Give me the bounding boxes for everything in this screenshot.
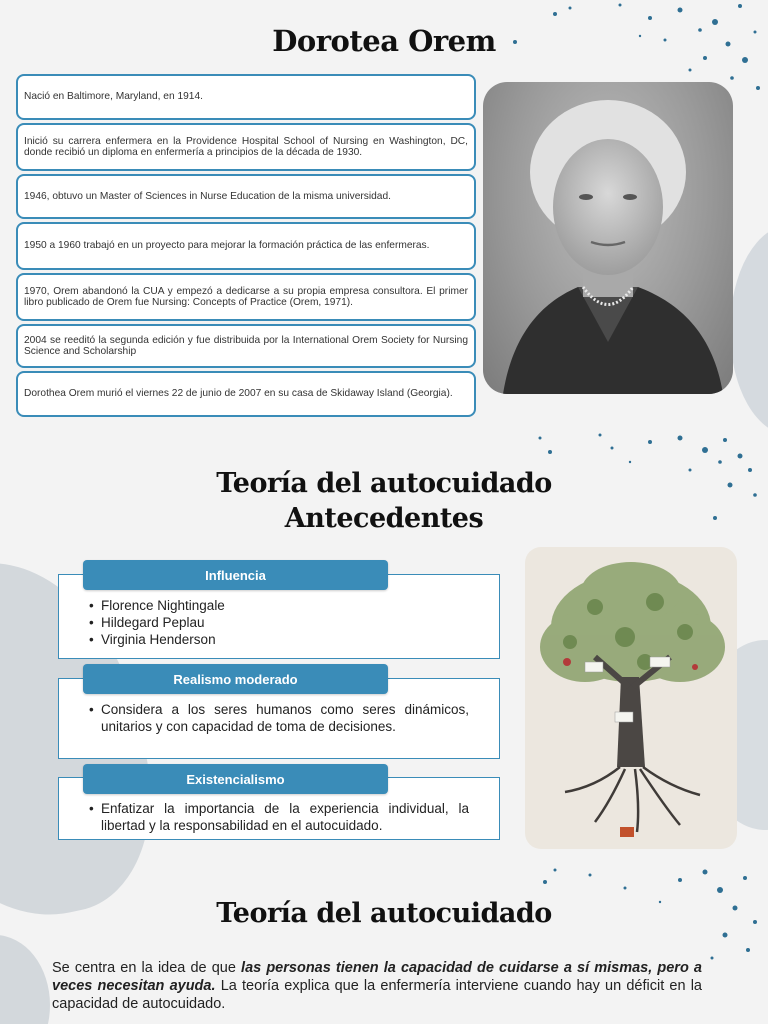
biography-list	[16, 74, 476, 420]
text-emphasis: las personas tienen la capacidad de cuidarse a sí mismas, pero a veces necesitan ayuda.	[52, 960, 702, 994]
list-item: • Enfatizar la importancia de la experiencia individual, la libertad y la responsabilidad en el autocuidado.	[89, 800, 469, 834]
biography-item: Inició su carrera enfermera en la Providence Hospital School of Nursing en Washington, DC, donde recibió un diploma en enfermería a principios de la década de 1930.	[16, 123, 476, 171]
list-item: • Florence Nightingale	[89, 597, 489, 614]
realismo-list	[89, 701, 469, 735]
list-item: • Virginia Henderson	[89, 631, 489, 648]
decorative-blob	[730, 225, 768, 435]
section-title-teoria: Teoría del autocuidado	[216, 898, 552, 929]
biography-item: Dorothea Orem murió el viernes 22 de junio de 2007 en su casa de Skidaway Island (Georgia).	[16, 371, 476, 417]
title-line: Teoría del autocuidado	[216, 468, 552, 499]
teoria-description	[52, 959, 702, 1013]
section-title-antecedentes	[0, 466, 768, 536]
realismo-header: Realismo moderado	[83, 664, 388, 694]
page-title: Dorotea Orem	[272, 24, 496, 58]
biography-item: Nació en Baltimore, Maryland, en 1914.	[16, 74, 476, 120]
portrait-photo	[483, 82, 733, 394]
list-item: • Hildegard Peplau	[89, 614, 489, 631]
biography-item: 1946, obtuvo un Master of Sciences in Nurse Education de la misma universidad.	[16, 174, 476, 219]
tree-illustration	[525, 547, 737, 849]
biography-item: 2004 se reeditó la segunda edición y fue distribuida por la International Orem Society for Nursing Science and Scholarship	[16, 324, 476, 368]
title-line: Antecedentes	[284, 503, 484, 534]
text-segment: Se centra en la idea de que	[52, 960, 242, 976]
existencialismo-header: Existencialismo	[83, 764, 388, 794]
biography-item: 1950 a 1960 trabajó en un proyecto para mejorar la formación práctica de las enfermeras.	[16, 222, 476, 270]
influencia-list	[89, 597, 489, 648]
biography-item: 1970, Orem abandonó la CUA y empezó a dedicarse a su propia empresa consultora. El primer libro publicado de Orem fue Nursing: Concepts of Practice (Orem, 1971).	[16, 273, 476, 321]
decorative-blob	[0, 935, 50, 1024]
influencia-header: Influencia	[83, 560, 388, 590]
list-item: • Considera a los seres humanos como seres dinámicos, unitarios y con capacidad de toma de decisiones.	[89, 701, 469, 735]
text-segment: La teoría explica que la enfermería interviene cuando hay un déficit en la capacidad de autocuidado.	[52, 978, 702, 1012]
existencialismo-list	[89, 800, 469, 834]
